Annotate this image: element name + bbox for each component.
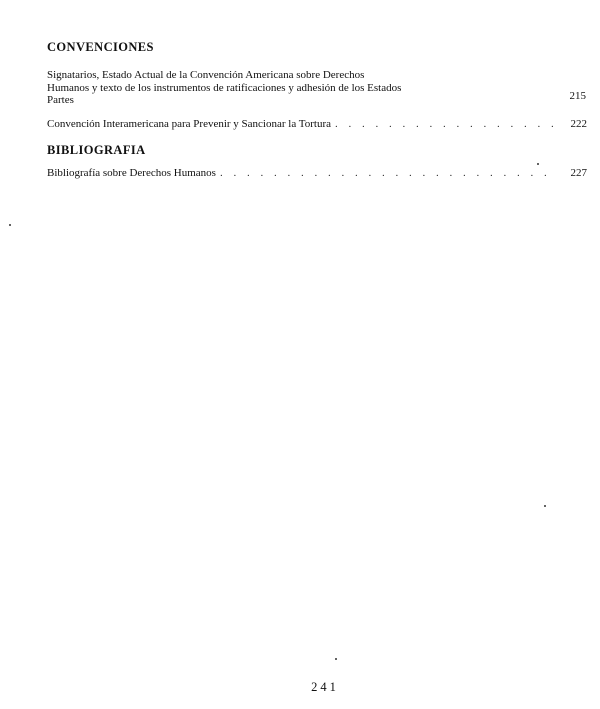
entry-page-number: 227 bbox=[570, 167, 587, 179]
toc-entry-tortura bbox=[47, 118, 587, 131]
entry-page-number: 215 bbox=[569, 90, 586, 102]
entry-text-line: Bibliografía sobre Derechos Humanos bbox=[47, 167, 216, 179]
toc-entry-bibliografia bbox=[47, 167, 587, 180]
dot-leader bbox=[220, 167, 557, 180]
entry-page-number: 222 bbox=[570, 118, 587, 130]
entry-text-line: Signatarios, Estado Actual de la Convención Americana sobre Derechos bbox=[47, 69, 365, 81]
section-heading-convenciones: CONVENCIONES bbox=[47, 40, 154, 54]
entry-text-line: Partes bbox=[47, 94, 74, 107]
scan-speck bbox=[335, 658, 337, 660]
scan-speck bbox=[9, 224, 11, 226]
toc-entry-signatarios bbox=[47, 69, 587, 107]
page-number-footer: 241 bbox=[311, 680, 339, 694]
section-heading-bibliografia: BIBLIOGRAFIA bbox=[47, 143, 146, 157]
scan-speck bbox=[544, 505, 546, 507]
dot-leader bbox=[335, 118, 557, 131]
entry-text-line: Humanos y texto de los instrumentos de ratificaciones y adhesión de los Estados bbox=[47, 81, 402, 94]
scan-speck bbox=[537, 163, 539, 165]
entry-text-line: Convención Interamericana para Prevenir y Sancionar la Tortura bbox=[47, 118, 331, 130]
